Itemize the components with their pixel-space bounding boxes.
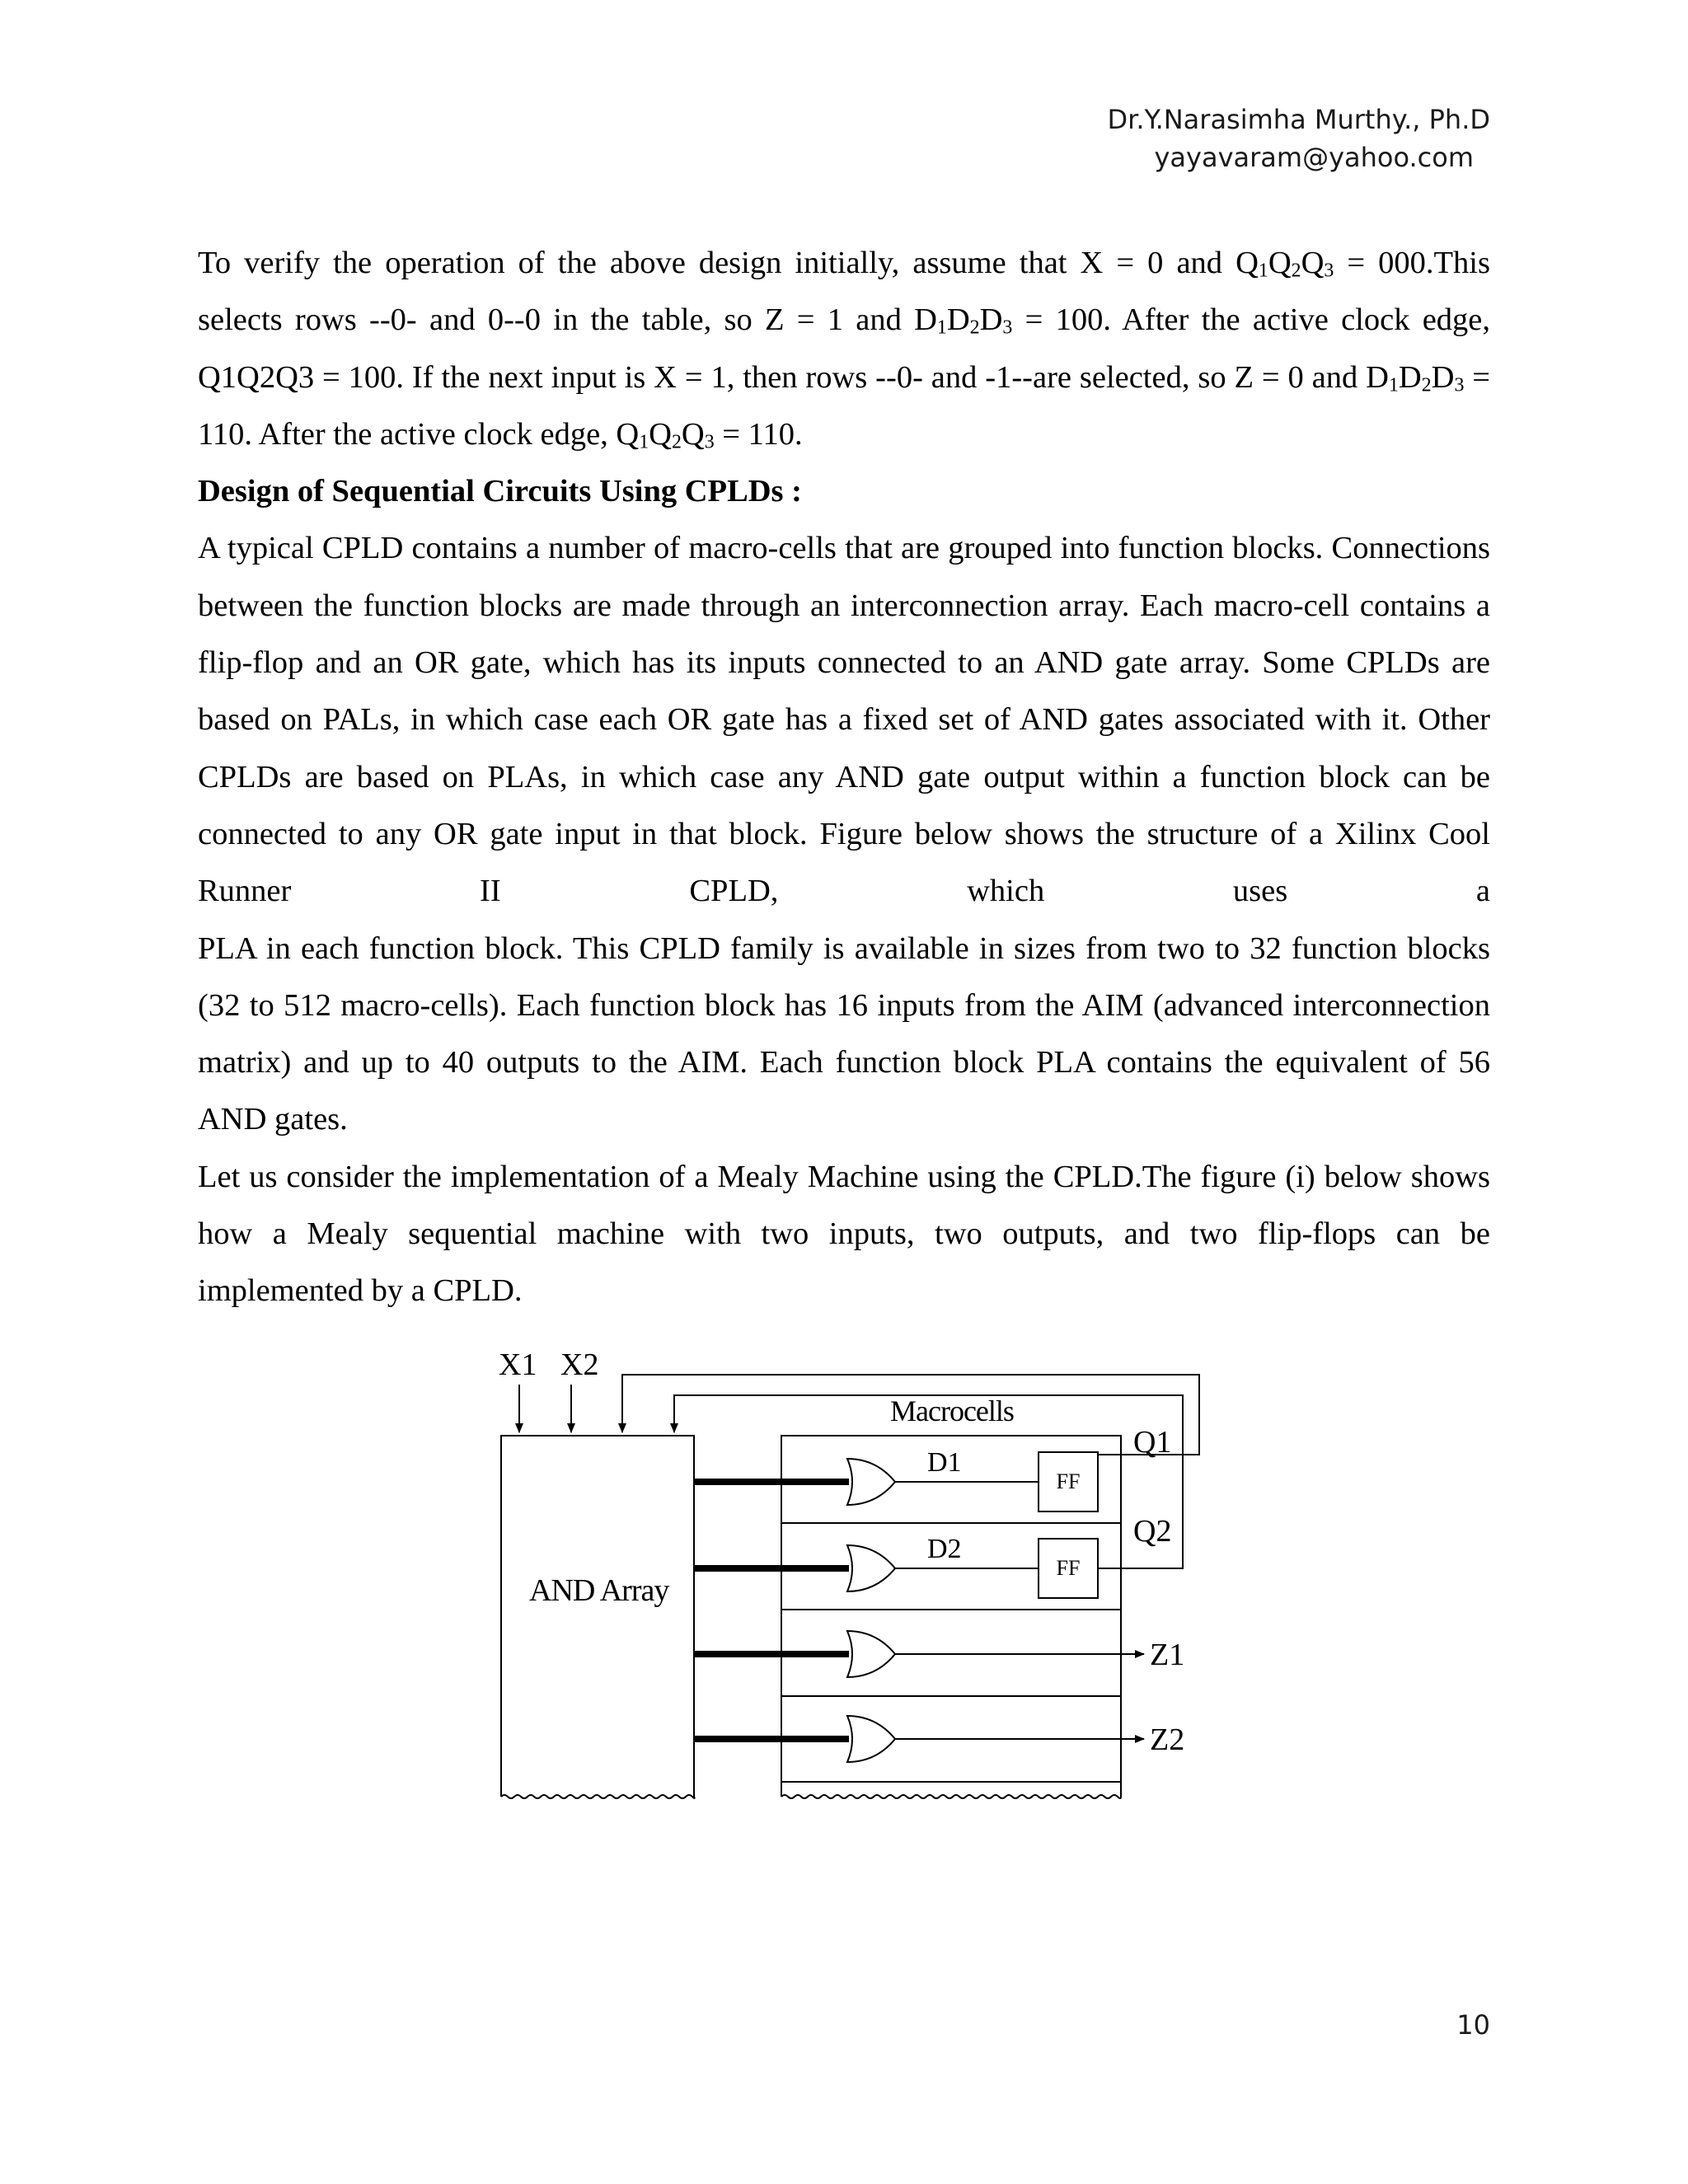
input-x2-label: X2 <box>560 1347 599 1382</box>
z1-label: Z1 <box>1150 1638 1185 1672</box>
and-array-break <box>501 1795 695 1798</box>
macrocells-label: Macrocells <box>890 1394 1014 1427</box>
p1-text-5: = 110. <box>714 416 803 452</box>
page-header <box>1107 101 1490 176</box>
paragraph-verification: To verify the operation of the above design initially, assume that X = 0 and $Q_1Q_2Q_3$ = 000.This selects rows --0- and 0--0 in the table, so Z = 1 and $D_1D_2D_3 = 100$. After the active clock edge, Q1Q2Q3 = 100. If the next input is X = 1, then rows --0- and -1--are selected, so Z = 0 and $D_1D_2D_3 = 110$. After the active clock edge, $Q_1Q_2Q_3 = 110$. <box>198 246 1491 453</box>
or-gate-4 <box>847 1716 895 1762</box>
p1-text-2: = 000.This selects rows --0- and 0--0 in the table, so Z = 1 and D <box>198 246 1490 338</box>
paragraph-cpld-a: A typical CPLD contains a number of macro-cells that are grouped into function blocks. Connections between the function blocks are made through an interconnection array. Each macro-cell contains a flip-flop and an OR gate, which has its inputs connected to an AND gate array. Some CPLDs are based on PALs, in which case each OR gate has a fixed set of AND gates associated with it. Other CPLDs are based on PLAs, in which case any AND gate output within a function block can be connected to any OR gate input in that block. Figure below shows the structure of a Xilinx Cool Runner II CPLD, which uses a <box>198 531 1490 909</box>
page-body <box>198 235 1490 1320</box>
d1-label: D1 <box>927 1447 962 1478</box>
q2-label: Q2 <box>1133 1514 1172 1549</box>
q1-label: Q1 <box>1133 1425 1172 1460</box>
cpld-diagram <box>478 1335 1220 1813</box>
z2-label: Z2 <box>1150 1722 1185 1757</box>
input-x1-label: X1 <box>499 1347 537 1382</box>
section-heading: Design of Sequential Circuits Using CPLDs : <box>198 474 802 509</box>
paragraph-mealy: Let us consider the implementation of a Mealy Machine using the CPLD.The figure (i) below shows how a Mealy sequential machine with two inputs, two outputs, and two flip-flops can be implemented by a CPLD. <box>198 1159 1490 1309</box>
d2-label: D2 <box>927 1534 962 1564</box>
or-gate-2 <box>847 1545 895 1591</box>
p1-text-1: To verify the operation of the above design initially, assume that X = 0 and Q <box>198 246 1259 280</box>
p1-text-4: = 110. After the active clock edge, Q <box>198 359 1490 452</box>
author-name: Dr.Y.Narasimha Murthy., Ph.D <box>1107 104 1490 135</box>
ff1-label: FF <box>1056 1469 1081 1493</box>
macrocells-break <box>781 1795 1121 1798</box>
and-array-block <box>501 1436 694 1797</box>
or-gate-1 <box>847 1459 895 1505</box>
and-array-label: AND Array <box>529 1573 669 1608</box>
author-email: yayavaram@yahoo.com <box>1154 142 1474 173</box>
or-gate-3 <box>847 1631 895 1677</box>
cpld-mealy-figure <box>478 1335 1220 1813</box>
p1-text-3: = 100. After the active clock edge, Q1Q2Q3 = 100. If the next input is X = 1, then rows --0- and -1--are selected, so Z = 0 and D <box>198 302 1491 395</box>
page-number: 10 <box>1456 2009 1490 2041</box>
paragraph-cpld-b: PLA in each function block. This CPLD family is available in sizes from two to 32 function blocks (32 to 512 macro-cells). Each function block has 16 inputs from the AIM (advanced interconnection matrix) and up to 40 outputs to the AIM. Each function block PLA contains the equivalent of 56 AND gates. <box>198 930 1490 1137</box>
ff2-label: FF <box>1056 1556 1081 1580</box>
